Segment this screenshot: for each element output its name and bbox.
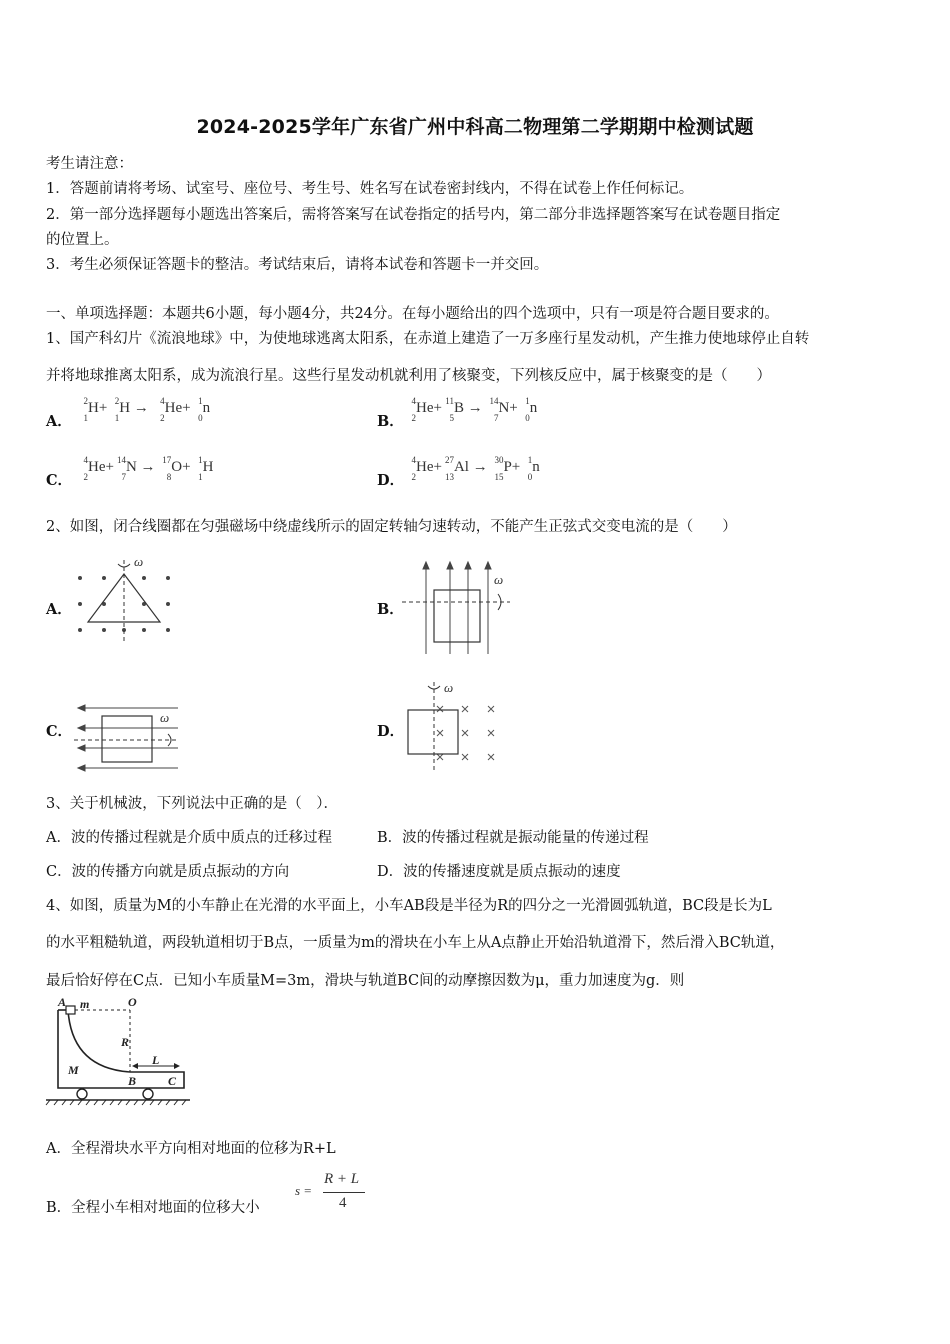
isotope-numbers: 30 15	[494, 454, 504, 482]
element-symbol: H	[202, 459, 214, 475]
q2-figure-c	[74, 700, 186, 774]
element-symbol: He+	[416, 459, 442, 475]
label-c: C	[168, 1074, 177, 1088]
isotope-numbers: 17 8	[162, 454, 172, 482]
q3-option-a: A．波的传播过程就是介质中质点的迁移过程	[46, 830, 332, 846]
q1-option-d-label: D．	[377, 472, 405, 489]
omega-label: ω	[494, 572, 504, 587]
q2-figure-b	[402, 560, 520, 656]
q3-option-b: B．波的传播过程就是振动能量的传递过程	[377, 830, 649, 846]
q3-stem: 3、关于机械波，下列说法中正确的是（ ）．	[46, 796, 338, 812]
section-heading: 一、单项选择题：本题共6小题，每小题4分，共24分。在每小题给出的四个选项中，只有一项是符合题目要求的。	[46, 306, 779, 322]
element-symbol: H →	[119, 400, 153, 416]
rotation-arrow	[428, 686, 440, 689]
q2-option-a-label: A．	[46, 601, 72, 618]
field-lines	[423, 562, 491, 654]
element-symbol: He+	[164, 400, 191, 416]
q4-stem-line1: 4、如图，质量为M的小车静止在光滑的水平面上，小车AB段是半径为R的四分之一光滑圆弧轨道，BC段是长为L	[46, 898, 772, 914]
label-b: B	[128, 1074, 137, 1088]
wheel-left	[77, 1089, 87, 1099]
q4-stem-line2: 的水平粗糙轨道，两段轨道相切于B点，一质量为m的滑块在小车上从A点静止开始沿轨道滑下，然后滑入BC轨道，	[46, 935, 785, 951]
q1-stem-line2: 并将地球推离太阳系，成为流浪行星。这些行星发动机就利用了核聚变，下列核反应中，属于核聚变的是（ ）	[46, 368, 771, 384]
q2-figure-a	[74, 554, 184, 646]
isotope-numbers: 2 1	[114, 395, 120, 423]
rotation-arrow	[118, 564, 130, 567]
element-symbol: P+	[503, 459, 521, 475]
isotope-numbers: 14 7	[489, 395, 499, 423]
q4-stem-line3: 最后恰好停在C点．已知小车质量M=3m，滑块与轨道BC间的动摩擦因数为μ，重力加速度为g．则	[46, 973, 685, 989]
isotope-numbers: 1 1	[198, 454, 203, 482]
q2-option-b-label: B．	[377, 601, 404, 618]
q1-option-d-equation	[404, 454, 540, 482]
omega-label: ω	[444, 680, 454, 695]
notice-item: 3．考生必须保证答题卡的整洁。考试结束后，请将本试卷和答题卡一并交回。	[46, 257, 549, 273]
q4-cart-figure	[44, 996, 194, 1108]
isotope-numbers: 11 5	[445, 395, 454, 423]
page-title: 2024-2025学年广东省广州中科高二物理第二学期期中检测试题	[196, 116, 754, 138]
element-symbol: He+	[88, 459, 114, 475]
isotope-numbers: 2 1	[83, 395, 88, 423]
q2-figure-d	[404, 680, 508, 772]
square-coil	[102, 716, 152, 762]
element-symbol: n	[529, 400, 538, 416]
notice-header: 考生请注意：	[46, 156, 133, 172]
formula-denominator: 4	[339, 1195, 347, 1211]
element-symbol: He+	[416, 400, 442, 416]
q1-option-a-equation	[76, 395, 211, 423]
label-o: O	[128, 995, 137, 1009]
formula-numerator: R + L	[324, 1171, 360, 1187]
q1-option-c-equation	[76, 454, 214, 482]
magnetic-field-crosses	[437, 706, 494, 760]
element-symbol: H+	[88, 400, 108, 416]
notice-item: 2．第一部分选择题每小题选出答案后，需将答案写在试卷指定的括号内，第二部分非选择题答案写在试卷题目指定	[46, 207, 781, 223]
element-symbol: n	[202, 400, 211, 416]
wheel-right	[143, 1089, 153, 1099]
q4-option-a: A．全程滑块水平方向相对地面的位移为R+L	[46, 1141, 336, 1157]
isotope-numbers: 1 0	[198, 395, 203, 423]
rotation-arrow	[498, 594, 501, 610]
q2-option-c-label: C．	[46, 723, 73, 740]
slider-block	[66, 1006, 75, 1014]
q2-option-d-label: D．	[377, 723, 405, 740]
omega-label: ω	[134, 554, 144, 569]
formula-lhs: s =	[295, 1183, 313, 1198]
isotope-numbers: 4 2	[411, 454, 416, 482]
element-symbol: N+	[498, 400, 518, 416]
fraction-bar	[323, 1192, 365, 1193]
q1-option-c-label: C．	[46, 472, 73, 489]
notice-item: 1．答题前请将考场、试室号、座位号、考生号、姓名写在试卷密封线内，不得在试卷上作任何标记。	[46, 181, 694, 197]
element-symbol: B →	[453, 400, 487, 416]
element-symbol: N →	[125, 459, 160, 475]
label-a: A	[58, 995, 67, 1009]
q1-option-a-label: A．	[46, 413, 72, 430]
q4-option-b: B．全程小车相对地面的位移大小	[46, 1200, 260, 1216]
label-l: L	[152, 1053, 160, 1067]
isotope-numbers: 4 2	[411, 395, 416, 423]
q2-stem: 2、如图，闭合线圈都在匀强磁场中绕虚线所示的固定转轴匀速转动，不能产生正弦式交变电流的是（ ）	[46, 519, 737, 535]
isotope-numbers: 1 0	[525, 395, 530, 423]
label-m: m	[80, 997, 90, 1011]
isotope-numbers: 4 2	[83, 454, 88, 482]
omega-label: ω	[160, 710, 170, 725]
square-coil	[408, 710, 458, 754]
isotope-numbers: 14 7	[116, 454, 126, 482]
element-symbol: O+	[171, 459, 191, 475]
label-big-m: M	[68, 1063, 79, 1077]
q1-stem-line1: 1、国产科幻片《流浪地球》中，为使地球逃离太阳系，在赤道上建造了一万多座行星发动机，产生推力使地球停止自转	[46, 331, 810, 347]
element-symbol: Al →	[453, 459, 492, 475]
q3-option-c: C．波的传播方向就是质点振动的方向	[46, 864, 290, 880]
isotope-numbers: 27 13	[444, 454, 454, 482]
notice-item: 的位置上。	[46, 232, 119, 248]
isotope-numbers: 4 2	[160, 395, 165, 423]
square-coil	[434, 590, 480, 642]
q1-option-b-equation	[404, 395, 538, 423]
q3-option-d: D．波的传播速度就是质点振动的速度	[377, 864, 621, 880]
element-symbol: n	[532, 459, 540, 475]
isotope-numbers: 1 0	[527, 454, 533, 482]
q1-option-b-label: B．	[377, 413, 404, 430]
label-r: R	[121, 1035, 130, 1049]
